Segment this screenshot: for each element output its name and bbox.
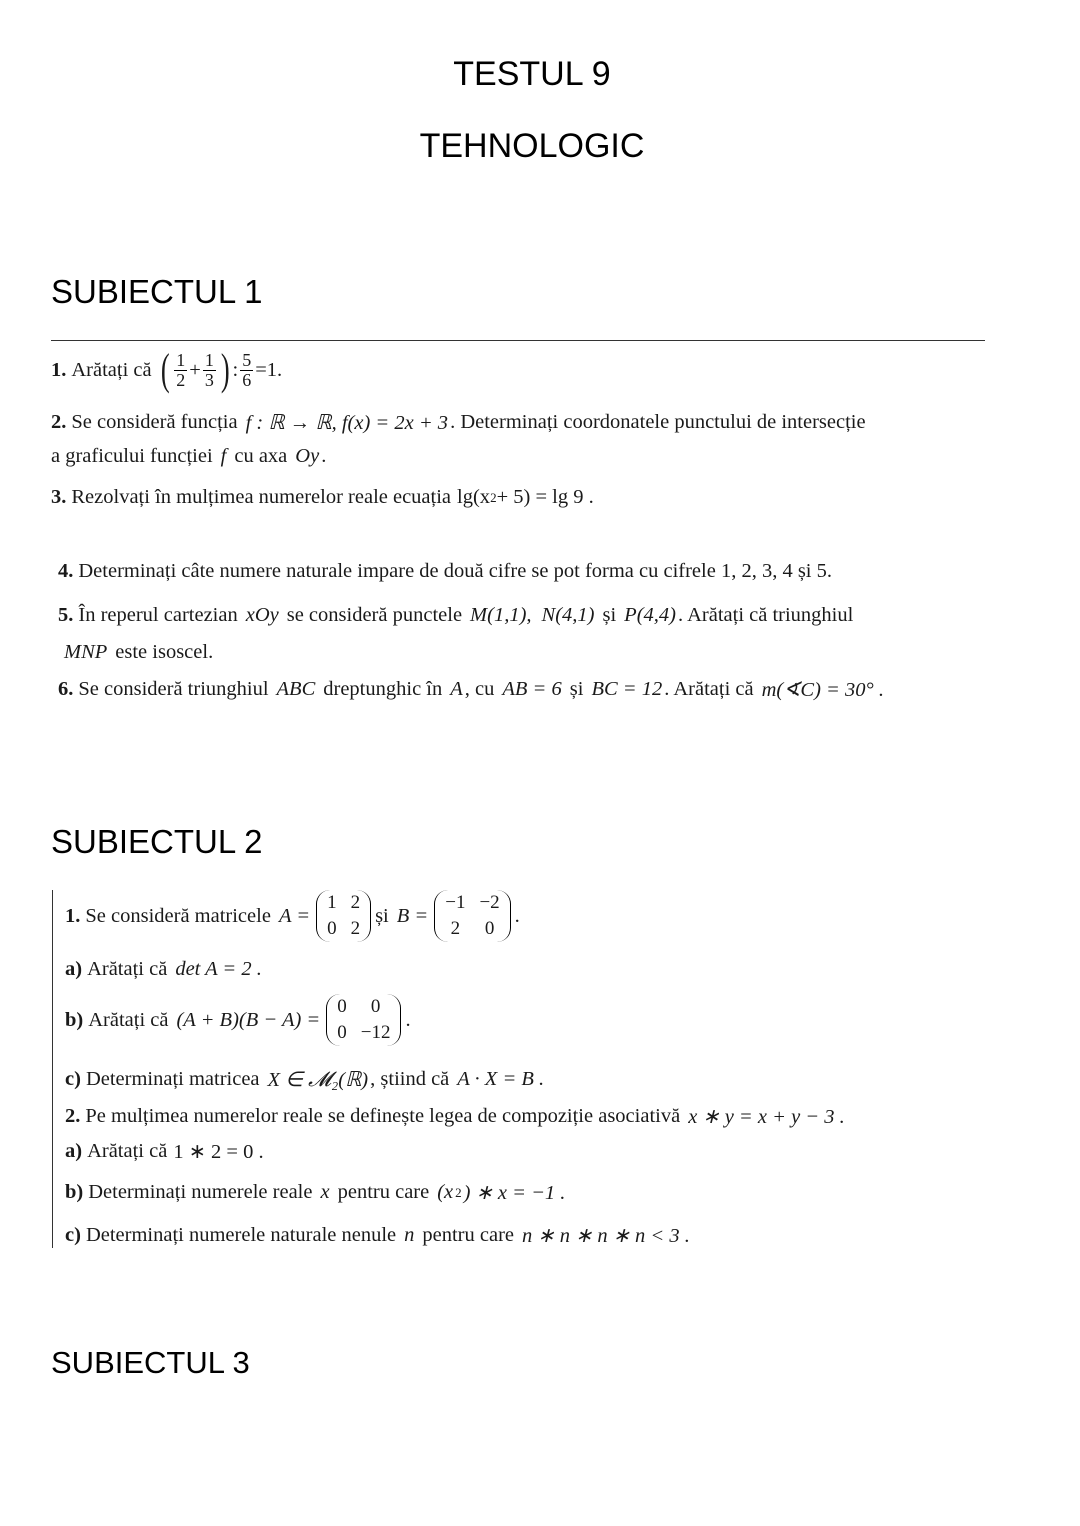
matrix-b: −1 −2 2 0 — [434, 890, 510, 942]
problem-2-1c: c) Determinați matricea X ∈ 𝓜₂(ℝ) , știind că A · X = B . — [65, 1068, 545, 1091]
matrix-result: 0 0 0 −12 — [326, 994, 401, 1046]
problem-1-6: 6. Se consideră triunghiul ABC dreptunghic în A , cu AB = 6 și BC = 12 . Arătați că m(∢C) = 30° . — [58, 678, 884, 701]
problem-2-2b: b) Determinați numerele reale x pentru care (x 2 ) ∗ x = −1 . — [65, 1181, 566, 1204]
left-border — [52, 890, 53, 1248]
problem-2-2c: c) Determinați numerele naturale nenule n pentru care n ∗ n ∗ n ∗ n < 3 . — [65, 1224, 690, 1247]
problem-1-2-cont: a graficului funcției f cu axa Oy . — [51, 445, 327, 467]
problem-1-1: 1. Arătați că ( $\frac{1}{2}$ + $\frac{1}{3}$ ) : $\frac{5}{6}$ =1. — [51, 345, 283, 394]
problem-2-1: 1. Se consideră matricele A = 1 2 0 2 și B = −1 −2 2 0 . — [65, 890, 520, 942]
problem-2-2a: a) Arătați că 1 ∗ 2 = 0 . — [65, 1140, 264, 1163]
problem-1-4: 4. Determinați câte numere naturale impare de două cifre se pot forma cu cifrele 1, 2, 3, 4 și 5. — [58, 560, 833, 582]
section-heading-2: SUBIECTUL 2 — [51, 823, 263, 860]
problem-1-2: 2. Se consideră funcția f : ℝ → ℝ, f(x) = 2x + 3 . Determinați coordonatele punctului de intersecție — [51, 411, 866, 434]
problem-2-2: 2. Pe mulțimea numerelor reale se definește legea de compoziție asociativă x ∗ y = x + y − 3 . — [65, 1105, 845, 1128]
page-title: TESTUL 9 — [453, 55, 611, 93]
section-heading-3: SUBIECTUL 3 — [51, 1345, 250, 1380]
page-subtitle: TEHNOLOGIC — [419, 127, 645, 165]
problem-1-3: 3. Rezolvați în mulțimea numerelor reale ecuația lg(x 2 + 5) = lg 9 . — [51, 486, 594, 508]
problem-1-5-cont: MNP este isoscel. — [64, 641, 214, 663]
matrix-a: 1 2 0 2 — [316, 890, 371, 942]
problem-2-1a: a) Arătați că det A = 2 . — [65, 958, 262, 980]
divider — [51, 340, 985, 341]
problem-1-5: 5. În reperul cartezian xOy se consideră punctele M(1,1), N(4,1) și P(4,4) . Arătați că triunghiul — [58, 604, 854, 626]
section-heading-1: SUBIECTUL 1 — [51, 273, 263, 310]
problem-2-1b: b) Arătați că (A + B)(B − A) = 0 0 0 −12 . — [65, 994, 411, 1046]
